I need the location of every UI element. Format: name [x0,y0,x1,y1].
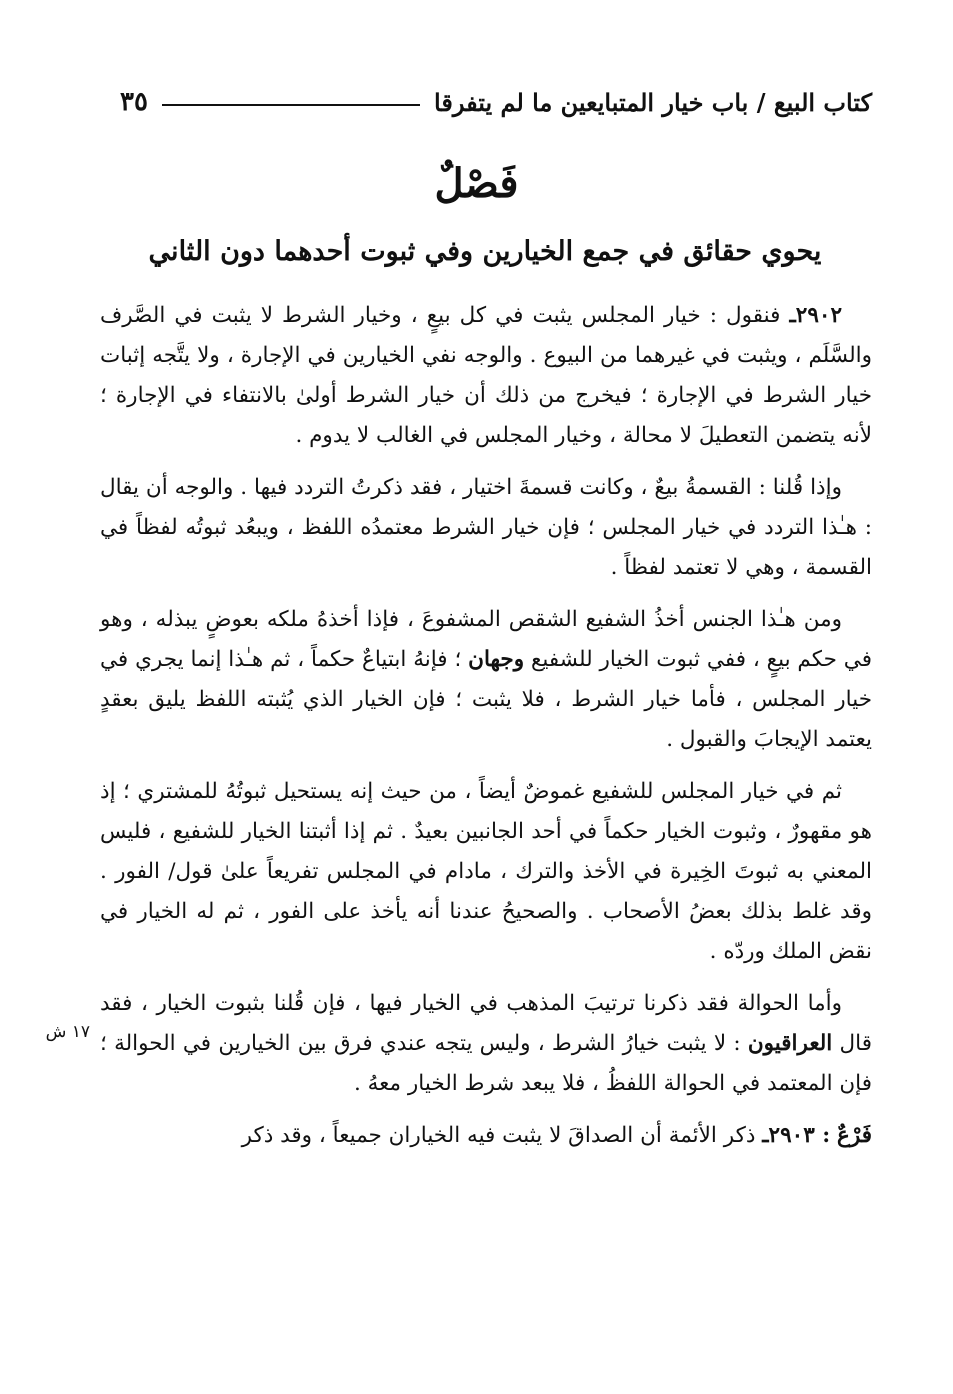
paragraph-transfer [100,984,872,1104]
paragraph-division [100,468,872,588]
paragraph-number: : ٢٩٠٣ـ [762,1123,831,1148]
paragraph-2902 [100,296,872,456]
paragraph-number: ٢٩٠٢ـ [789,303,842,328]
body-text [100,296,872,1168]
paragraph-text: ومن هـٰذا الجنس أخذُ الشفيع الشقص المشفوعَ ، فإذا أخذهُ ملكه بعوضٍ يبذله ، وهو في حكم بيعٍ ، ففي ثبوت الخيار للشفيع [100,607,872,672]
paragraph-2903 [100,1116,872,1156]
paragraph-preemption [100,600,872,760]
paragraph-text: فنقول : خيار المجلس يثبت في كل بيعٍ ، وخيار الشرط لا يثبت في الصَّرف والسَّلَم ، ويثبت في غيرهما من البيوع . والوجه نفي الخيارين في الإجارة ، ولا يتَّجه إثبات خيار الشرط في الإجارة ؛ فيخرج من ذلك أن خيار الشرط أولىٰ بالانتفاء في الإجارة ؛ لأنه يتضمن التعطيلَ لا محالة ، وخيار المجلس في الغالب لا يدوم . [100,303,872,448]
paragraph-text: وأما الحوالة فقد ذكرنا ترتيبَ المذهب في الخيار فيها ، فإن قُلنا بثبوت الخيار ، فقد قال [100,991,872,1056]
paragraph-text: وإذا قُلنا : القسمةُ بيعٌ ، وكانت قسمةَ اختيار ، فقد ذكرتُ التردد فيها . والوجه أن يقال : هـٰذا التردد في خيار المجلس ؛ فإن خيار الشرط معتمدُه اللفظ ، ويبعُد ثبوتُه لفظاً في القسمة ، وهي لا تعتمد لفظاً . [100,475,872,580]
section-ornament [0,160,953,211]
paragraph-obscurity [100,772,872,972]
paragraph-text: ؛ فإنهُ ابتياعٌ حكماً ، ثم هـٰذا إنما يجري في خيار المجلس ، فأما خيار الشرط ، فلا يثبت ؛ فإن الخيار الذي يُثبته اللفظ يليق بعقدٍ يعتمد الإيجابَ والقبول . [100,647,872,752]
running-header [120,84,872,120]
page-number: ٣٥ [120,87,148,117]
header-rule [162,104,420,106]
branch-label: فَرْعٌ [837,1123,872,1148]
section-heading: يحوي حقائق في جمع الخيارين وفي ثبوت أحدهما دون الثاني [148,236,822,267]
bold-term: وجهان [468,647,525,672]
paragraph-text: ذكر الأئمة أن الصداقَ لا يثبت فيه الخياران جميعاً ، وقد ذكر [241,1123,756,1148]
margin-note: ١٧ ش [45,1022,90,1042]
header-title: كتاب البيع / باب خيار المتبايعين ما لم يتفرقا [434,87,872,117]
ornament-word: فَصْلٌ [434,160,519,207]
paragraph-text: ثم في خيار المجلس للشفيع غموضٌ أيضاً ، من حيث إنه يستحيل ثبوتُهُ للمشتري ؛ إذ هو مقهورٌ ، وثبوت الخيار حكماً في أحد الجانبين بعيدٌ . ثم إذا أثبتنا الخيار للشفيع ، فليس المعني به ثبوتَ الخِيرة في الأخذ والترك ، مادام في المجلس تفريعاً علىٰ قول/ الفور . وقد غلط بذلك بعضُ الأصحاب . والصحيحُ عندنا أنه يأخذ على الفور ، ثم له الخيار في نقض الملك وردّه . [100,779,872,964]
bold-term: العراقيون [747,1031,833,1056]
paragraph-text: : لا يثبت خيارُ الشرط ، وليس يتجه عندي فرق بين الخيارين في الحوالة ؛ فإن المعتمد في الحوالة اللفظُ ، فلا يبعد شرط الخيار معهُ . [100,1031,872,1096]
